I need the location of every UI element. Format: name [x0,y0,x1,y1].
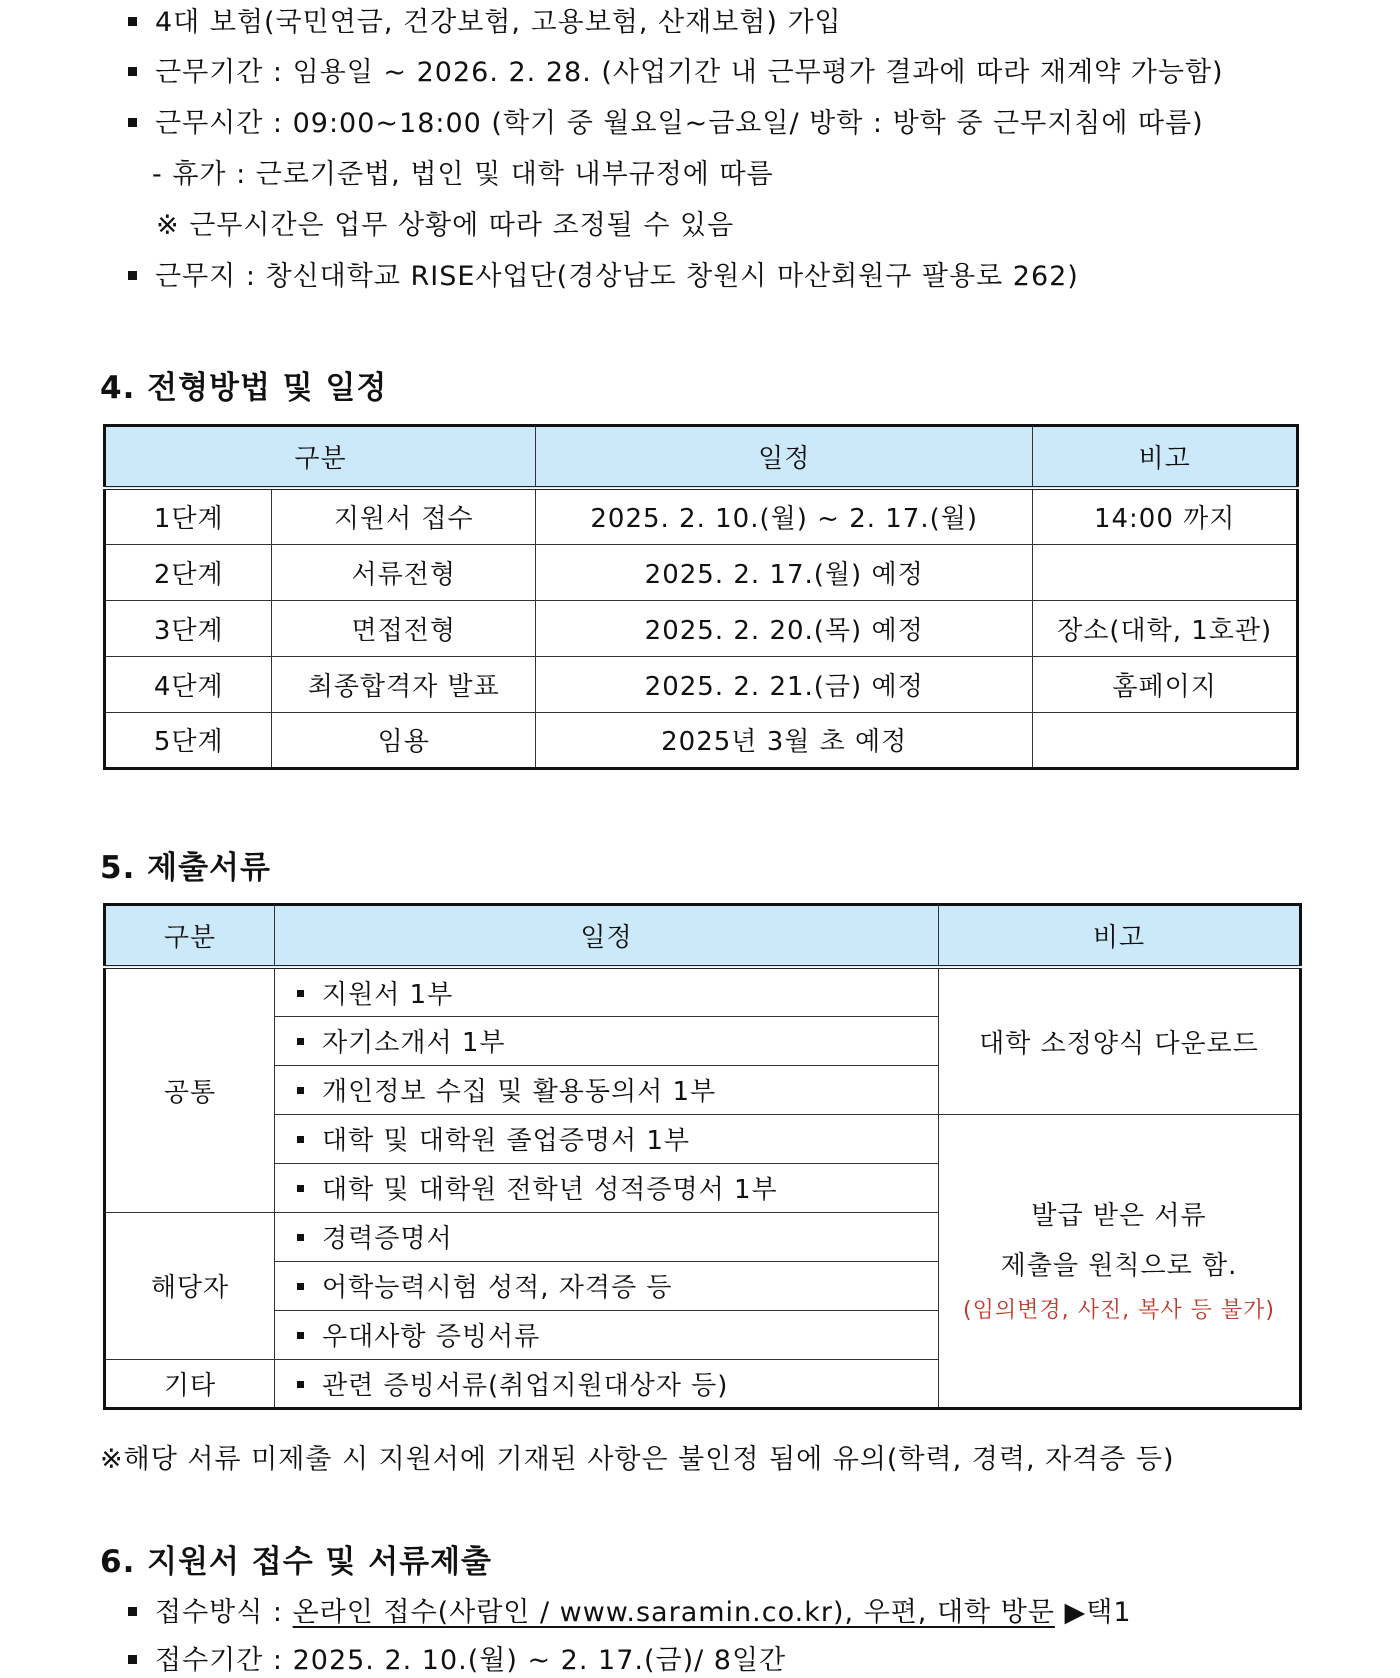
bullet-square-icon [297,1381,304,1388]
document-item: 어학능력시험 성적, 자격증 등 [275,1261,939,1310]
note-issued-warning: (임의변경, 사진, 복사 등 불가) [963,1297,1275,1323]
schedule-table-header [105,426,1298,489]
bullet-square-icon [297,1283,304,1290]
step-cell: 3단계 [105,600,272,656]
documents-table [103,903,1302,1410]
bullet-work-period: 근무기간 : 임용일 ~ 2026. 2. 28. (사업기간 내 근무평가 결과에 따라 재계약 가능함) [128,56,1224,90]
bullet-square-icon [128,271,137,280]
bullet-square-icon [297,1332,304,1339]
date-cell: 2025. 2. 20.(목) 예정 [536,600,1033,656]
document-item: 지원서 1부 [275,967,939,1016]
date-cell: 2025. 2. 10.(월) ~ 2. 17.(월) [536,488,1033,544]
step-name-cell: 면접전형 [272,600,536,656]
bullet-square-icon [297,1087,304,1094]
step-name-cell: 지원서 접수 [272,488,536,544]
table-row [105,544,1298,600]
header-category: 구분 [105,905,275,968]
bullet-square-icon [297,1136,304,1143]
bullet-square-icon [128,1607,137,1616]
step-cell: 5단계 [105,712,272,768]
step-name-cell: 임용 [272,712,536,768]
application-method-value: 온라인 접수(사람인 / www.saramin.co.kr), 우편, 대학 방문 [292,1597,1055,1628]
table-row [105,600,1298,656]
document-item: 대학 및 대학원 전학년 성적증명서 1부 [275,1163,939,1212]
group-other: 기타 [105,1359,275,1408]
header-schedule: 일정 [275,905,939,968]
section4-title: 4. 전형방법 및 일정 [100,370,388,406]
date-cell: 2025년 3월 초 예정 [536,712,1033,768]
sub-line-leave: - 휴가 : 근로기준법, 법인 및 대학 내부규정에 따름 [152,159,774,190]
note-issued-line2: 제출을 원칙으로 함. [1000,1250,1238,1281]
note-cell: 장소(대학, 1호관) [1033,600,1298,656]
table-row [105,488,1298,544]
group-applicable: 해당자 [105,1212,275,1359]
bullet-workplace: 근무지 : 창신대학교 RISE사업단(경상남도 창원시 마산회원구 팔용로 262) [128,260,1079,294]
document-item: 자기소개서 1부 [275,1016,939,1065]
document-item: 관련 증빙서류(취업지원대상자 등) [275,1359,939,1408]
documents-footnote: ※해당 서류 미제출 시 지원서에 기재된 사항은 불인정 됨에 유의(학력, 경력, 자격증 등) [100,1444,1175,1475]
step-cell: 4단계 [105,656,272,712]
date-cell: 2025. 2. 17.(월) 예정 [536,544,1033,600]
step-cell: 2단계 [105,544,272,600]
document-item: 대학 및 대학원 졸업증명서 1부 [275,1114,939,1163]
document-item: 경력증명서 [275,1212,939,1261]
note-issued-line1: 발급 받은 서류 [1031,1200,1207,1231]
note-cell: 홈페이지 [1033,656,1298,712]
bullet-square-icon [297,990,304,997]
note-cell [1033,544,1298,600]
header-schedule: 일정 [536,426,1033,489]
section6-title: 6. 지원서 접수 및 서류제출 [100,1544,492,1580]
bullet-square-icon [128,17,137,26]
bullet-square-icon [297,1234,304,1241]
table-row [105,1114,1301,1163]
document-item: 우대사항 증빙서류 [275,1310,939,1359]
bullet-square-icon [128,1655,137,1664]
note-download: 대학 소정양식 다운로드 [939,967,1301,1114]
table-row [105,656,1298,712]
header-remarks: 비고 [1033,426,1298,489]
select-one-marker: ▶택1 [1064,1597,1132,1628]
step-name-cell: 서류전형 [272,544,536,600]
document-item: 개인정보 수집 및 활용동의서 1부 [275,1065,939,1114]
header-category: 구분 [105,426,536,489]
bullet-work-hours: 근무시간 : 09:00~18:00 (학기 중 월요일~금요일/ 방학 : 방학 중 근무지침에 따름) [128,107,1204,141]
bullet-square-icon [297,1038,304,1045]
schedule-table [103,424,1299,770]
table-row [105,712,1298,768]
bullet-square-icon [297,1185,304,1192]
note-cell [1033,712,1298,768]
step-name-cell: 최종합격자 발표 [272,656,536,712]
group-common: 공통 [105,967,275,1212]
bullet-square-icon [128,67,137,76]
bullet-application-period: 접수기간 : 2025. 2. 10.(월) ~ 2. 17.(금)/ 8일간 [128,1644,786,1678]
bullet-application-method: 접수방식 : 온라인 접수(사람인 / www.saramin.co.kr), 우편, 대학 방문 ▶택1 [128,1596,1132,1630]
note-cell: 14:00 까지 [1033,488,1298,544]
section5-title: 5. 제출서류 [100,850,271,886]
table-row [105,967,1301,1016]
documents-table-header [105,905,1301,968]
date-cell: 2025. 2. 21.(금) 예정 [536,656,1033,712]
note-issued [939,1114,1301,1408]
header-remarks: 비고 [939,905,1301,968]
step-cell: 1단계 [105,488,272,544]
sub-line-hours-note: ※ 근무시간은 업무 상황에 따라 조정될 수 있음 [156,210,735,241]
bullet-insurance: 4대 보험(국민연금, 건강보험, 고용보험, 산재보험) 가입 [128,6,842,40]
bullet-square-icon [128,118,137,127]
